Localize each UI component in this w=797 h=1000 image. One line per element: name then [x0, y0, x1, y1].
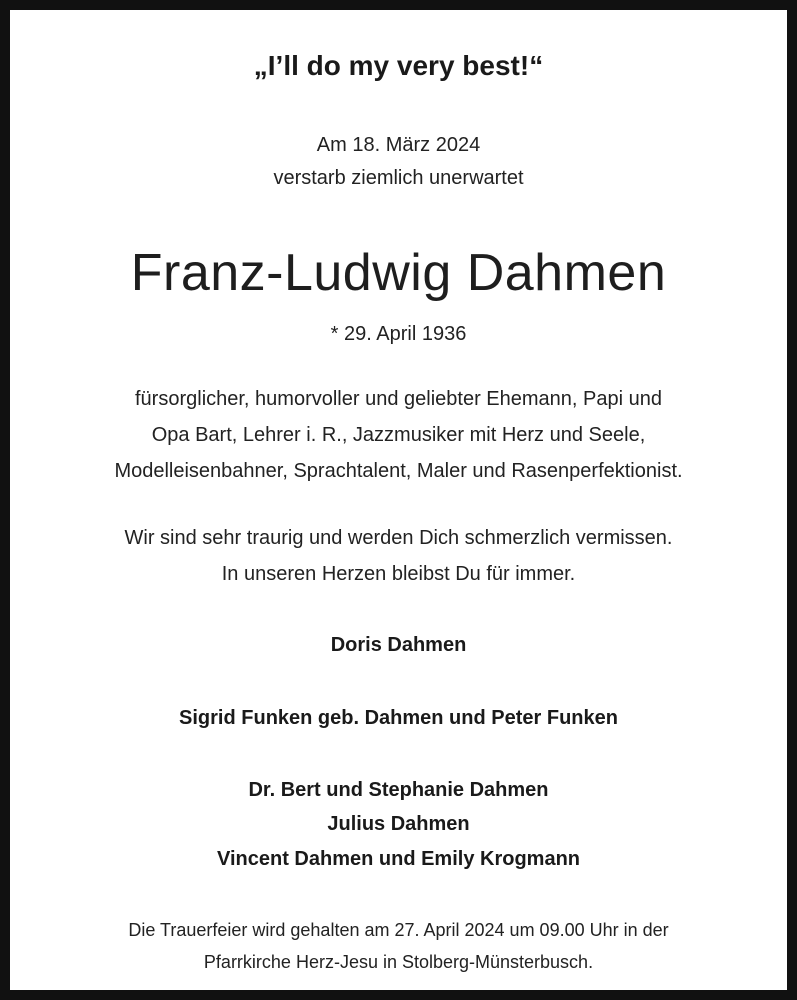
mourner-name: Doris Dahmen [330, 634, 467, 656]
description-line: Opa Bart, Lehrer i. R., Jazzmusiker mit Herz und Seele, [151, 424, 646, 446]
mourner-name: Sigrid Funken geb. Dahmen und Peter Funken [179, 707, 618, 729]
description-line: Modelleisenbahner, Sprachtalent, Maler und Rasenperfektionist. [114, 460, 683, 482]
deceased-name: Franz-Ludwig Dahmen [130, 244, 667, 302]
mourner-name: Vincent Dahmen und Emily Krogmann [216, 848, 581, 870]
farewell-line: Wir sind sehr traurig und werden Dich schmerzlich vermissen. [124, 527, 673, 549]
death-text-line: verstarb ziemlich unerwartet [273, 167, 524, 189]
service-info-line: Pfarrkirche Herz-Jesu in Stolberg-Münsterbusch. [203, 952, 594, 972]
birth-date: * 29. April 1936 [330, 323, 467, 345]
farewell-line: In unseren Herzen bleibst Du für immer. [221, 563, 576, 585]
description-line: fürsorglicher, humorvoller und geliebter Ehemann, Papi und [135, 388, 662, 410]
mourner-name: Julius Dahmen [327, 813, 470, 835]
mourner-name: Dr. Bert und Stephanie Dahmen [248, 779, 549, 801]
death-date-line: Am 18. März 2024 [316, 134, 481, 156]
motto-quote: „I’ll do my very best!“ [253, 50, 544, 81]
service-info-line: Die Trauerfeier wird gehalten am 27. April 2024 um 09.00 Uhr in der [128, 920, 669, 940]
